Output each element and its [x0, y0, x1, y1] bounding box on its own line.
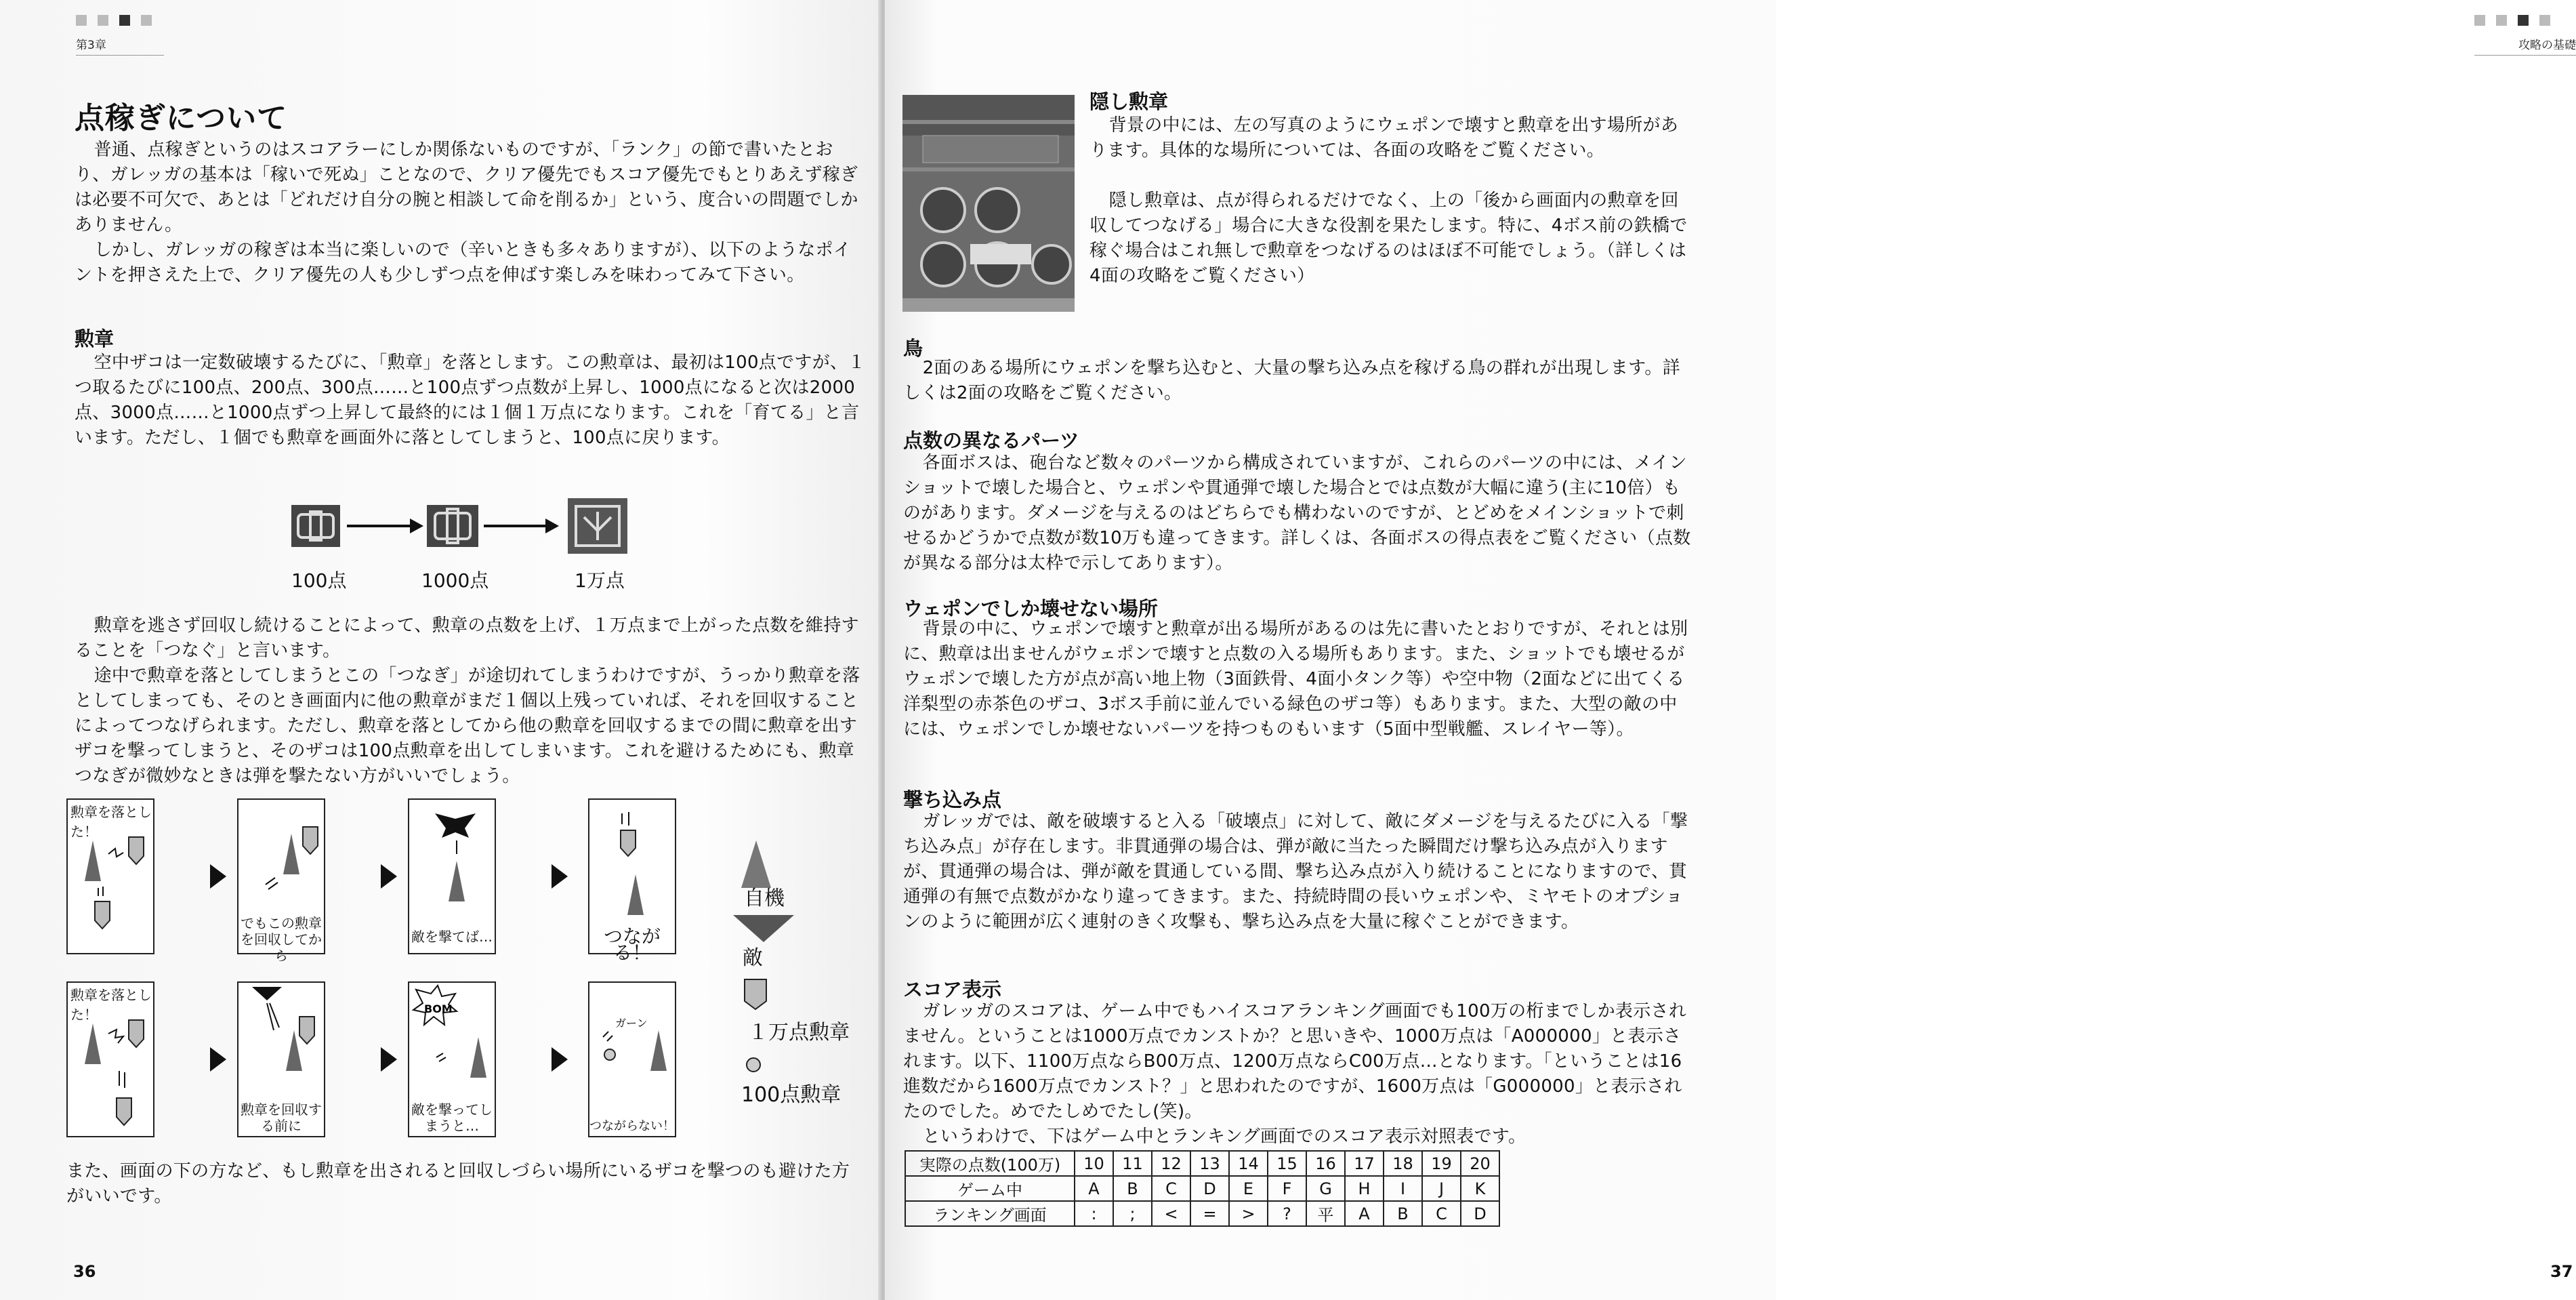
- table-cell: H: [1345, 1176, 1384, 1201]
- medal-100-icon: [291, 505, 340, 547]
- medal-paragraph: 空中ザコは一定数破壊するたびに、「勲章」を落とします。この勲章は、最初は100点ですが、１つ取るたびに100点、200点、300点……と100点ずつ点数が上昇し、1000点になると次は2000点、3000点……と1000点ずつ上昇して最終的には１個１万点になります。これを「育てる」と言います。ただし、１個でも勲章を画面外に落としてしまうと、100点に戻ります。: [75, 352, 866, 448]
- panel-row1-4: [588, 798, 676, 964]
- table-cell: G: [1306, 1176, 1345, 1201]
- panel-row2-1: [66, 981, 154, 1137]
- parts-text: [903, 451, 1692, 576]
- left-page: [0, 0, 881, 1300]
- panel-row2-3: [408, 981, 496, 1137]
- panel-caption: 勲章を回収する前に: [241, 1101, 322, 1134]
- table-col: 17: [1345, 1151, 1384, 1176]
- table-cell: 平: [1306, 1201, 1345, 1226]
- table-col: 13: [1190, 1151, 1229, 1176]
- panel-row1-1: [66, 798, 154, 954]
- table-cell: C: [1422, 1201, 1461, 1226]
- table-col: 19: [1422, 1151, 1461, 1176]
- medal-1000-icon: [427, 505, 478, 547]
- shoot-paragraph: ガレッガでは、敵を破壊すると入る「破壊点」に対して、敵にダメージを与えるたびに入る「撃ち込み点」が存在します。非貫通弾の場合は、弾が敵に当たった瞬間だけ撃ち込み点が入りますが、貫通弾の場合は、弾が敵を貫通している間、撃ち込み点が入り続けることになりますので、貫通弾の有無で点数がかなり違ってきます。また、持続時間の長いウェポンや、ミヤモトのオプションのように範囲が広く連射のきく攻撃も、撃ち込み点を大量に稼ぐことができます。: [903, 811, 1688, 932]
- table-cell: B: [1113, 1176, 1152, 1201]
- score-paragraph: ガレッガのスコアは、ゲーム中でもハイスコアランキング画面でも100万の桁までしか表示されません。ということは1000万点でカンストか？と思いきや、1000万点は「A000000」と表示されます。以下、1100万点ならB00万点、1200万点ならC00万点…となります。「ということは16進数だから1600万点でカンスト？」と思われたのですが、1600万点は「G000000」と表示されたのでした。めでたしめでたし(笑)。: [903, 1001, 1687, 1122]
- table-col: 16: [1306, 1151, 1345, 1176]
- legend-small-medal-icon: [744, 1055, 764, 1076]
- table-row: [905, 1176, 1499, 1201]
- table-cell: A: [1345, 1201, 1384, 1226]
- table-cell: A: [1075, 1176, 1113, 1201]
- medal-10000-icon: [568, 498, 627, 554]
- bird-heading: 鳥: [903, 337, 923, 360]
- table-col: 15: [1268, 1151, 1306, 1176]
- arrow-icon: [484, 519, 559, 533]
- table-col: 18: [1384, 1151, 1422, 1176]
- weapon-text: [903, 617, 1692, 742]
- step-arrow-icon: [552, 1047, 568, 1072]
- step-arrow-icon: [210, 1047, 226, 1072]
- table-cell: F: [1268, 1176, 1306, 1201]
- step-arrow-icon: [381, 864, 397, 889]
- table-col: 12: [1152, 1151, 1190, 1176]
- panel-caption: 勲章を落とした！: [70, 987, 152, 1023]
- bird-text: [903, 356, 1692, 406]
- medal-label-100: 100点: [291, 569, 347, 592]
- weapon-heading: ウェポンでしか壊せない場所: [903, 597, 1158, 620]
- section-label: 攻略の基礎: [2474, 35, 2576, 56]
- table-cell: I: [1384, 1176, 1422, 1201]
- table-col: 14: [1229, 1151, 1268, 1176]
- hidden-paragraph: 背景の中には、左の写真のようにウェポンで壊すと勲章を出す場所があります。具体的な場所については、各面の攻略をご覧ください。: [1089, 115, 1679, 161]
- panel-row1-2: [237, 798, 325, 964]
- parts-paragraph: 各面ボスは、砲台など数々のパーツから構成されていますが、これらのパーツの中には、メインショットで壊した場合と、ウェポンや貫通弾で壊した場合とでは点数が大幅に違う(主に10倍）ものがあります。ダメージを与えるのはどちらでも構わないのですが、とどめをメインショットで刺せるかどうかで点数が数10万も違ってきます。詳しくは、各面ボスの得点表をご覧ください（点数が異なる部分は太枠で示してあります）。: [903, 453, 1691, 573]
- hidden-medal-text: [1089, 113, 1692, 163]
- header-squares: [2474, 15, 2550, 26]
- table-row: [905, 1201, 1499, 1226]
- intro-text: [75, 138, 867, 288]
- page-number: 37: [2550, 1262, 2573, 1281]
- table-cell: C: [1152, 1176, 1190, 1201]
- panel-row1-3: [408, 798, 496, 954]
- table-cell: <: [1152, 1201, 1190, 1226]
- sfx-bom-text: BOM: [424, 1002, 453, 1015]
- table-col: 10: [1075, 1151, 1113, 1176]
- sfx-gaan-text: ガーン: [615, 1017, 648, 1030]
- table-cell: ;: [1113, 1201, 1152, 1226]
- score-paragraph: というわけで、下はゲーム中とランキング画面でのスコア表示対照表です。: [922, 1126, 1526, 1147]
- panel-caption: でもこの勲章を回収してから: [241, 915, 322, 964]
- hidden-medal-text-2: [1089, 188, 1692, 289]
- bird-paragraph: 2面のある場所にウェポンを撃ち込むと、大量の撃ち込み点を稼げる鳥の群れが出現します。詳しくは2面の攻略をご覧ください。: [903, 358, 1680, 403]
- legend-medal-label: １万点勲章: [748, 1021, 850, 1044]
- closing-text: また、画面の下の方など、もし勲章を出されると回収しづらい場所にいるザコを撃つのも避けた方がいいです。: [66, 1161, 850, 1206]
- panel-caption: 敵を撃ってしまうと…: [411, 1101, 493, 1134]
- weapon-paragraph: 背景の中に、ウェポンで壊すと勲章が出る場所があるのは先に書いたとおりですが、それとは別に、勲章は出ませんがウェポンで壊すと点数の入る場所もあります。また、ショットでも壊せるがウェポンで壊した方が点が高い地上物（3面鉄骨、4面小タンク等）や空中物（2面などに出てくる洋梨型の赤茶色のザコ、3ボス手前に並んでいる緑色のザコ等）もあります。また、大型の敵の中には、ウェポンでしか壊せないパーツを持つものもいます（5面中型戦艦、スレイヤー等）。: [903, 619, 1688, 739]
- page-title: 点稼ぎについて: [75, 101, 288, 136]
- step-arrow-icon: [381, 1047, 397, 1072]
- score-heading: スコア表示: [903, 978, 1002, 1001]
- medal-label-1000: 1000点: [421, 569, 489, 592]
- panel-caption: つながらない！: [589, 1119, 675, 1133]
- shoot-text: [903, 809, 1692, 935]
- page-number: 36: [73, 1262, 96, 1281]
- hidden-medal-heading: 隠し勲章: [1089, 90, 1169, 113]
- score-text: [903, 999, 1692, 1150]
- table-cell: E: [1229, 1176, 1268, 1201]
- game-screenshot-image: [902, 95, 1075, 312]
- table-cell: :: [1075, 1201, 1113, 1226]
- step-arrow-icon: [210, 864, 226, 889]
- intro-paragraph: しかし、ガレッガの稼ぎは本当に楽しいので（辛いときも多々ありますが）、以下のようなポイントを押さえた上で、クリア優先の人も少しずつ点を伸ばす楽しみを味わってみて下さい。: [75, 240, 852, 285]
- legend-player-label: 自機: [744, 887, 785, 910]
- connect-text: [75, 613, 867, 789]
- panel-caption: 敵を撃てば…: [411, 929, 493, 945]
- table-cell: K: [1461, 1176, 1499, 1201]
- panel-caption: つながる！: [603, 925, 661, 964]
- legend-enemy-label: 敵: [743, 946, 763, 970]
- medal-growth-figure: [291, 498, 657, 600]
- arrow-icon: [347, 519, 423, 533]
- table-cell: B: [1384, 1201, 1422, 1226]
- header-squares: [76, 15, 152, 26]
- connect-paragraph: 勲章を逃さず回収し続けることによって、勲章の点数を上げ、１万点まで上がった点数を維持することを「つなぐ」と言います。: [75, 615, 859, 661]
- connect-paragraph: 途中で勲章を落としてしまうとこの「つなぎ」が途切れてしまうわけですが、うっかり勲章を落としてしまっても、そのとき画面内に他の勲章がまだ１個以上残っていれば、それを回収することによってつなげられます。ただし、勲章を落としてから他の勲章を回収するまでの間に勲章を出すザコを撃ってしまうと、そのザコは100点勲章を出してしまいます。これを避けるためにも、勲章つなぎが微妙なときは弾を撃たない方がいいでしょう。: [75, 666, 860, 786]
- step-arrow-icon: [552, 864, 568, 889]
- medal-label-10000: 1万点: [575, 569, 625, 592]
- panel-row2-4: [588, 981, 676, 1137]
- table-row-label: ゲーム中: [905, 1176, 1075, 1201]
- legend-small-medal-label: 100点勲章: [741, 1083, 842, 1107]
- table-cell: =: [1190, 1201, 1229, 1226]
- parts-heading: 点数の異なるパーツ: [903, 429, 1079, 452]
- table-cell: >: [1229, 1201, 1268, 1226]
- shoot-heading: 撃ち込み点: [903, 788, 1002, 811]
- table-col: 11: [1113, 1151, 1152, 1176]
- legend-medal-icon: [743, 977, 770, 1011]
- score-table: [905, 1150, 1500, 1227]
- chapter-label: 第3章: [76, 35, 164, 56]
- intro-paragraph: 普通、点稼ぎというのはスコアラーにしか関係ないものですが、「ランク」の節で書いたとおり、ガレッガの基本は「稼いで死ぬ」ことなので、クリア優先でもスコア優先でもとりあえず稼ぎは必要不可欠で、あとは「どれだけ自分の腕と相談して命を削るか」という、度合いの問題でしかありません。: [75, 140, 858, 235]
- medal-text: [75, 350, 867, 451]
- panel-row2-2: [237, 981, 325, 1137]
- panel-caption: 勲章を落とした！: [70, 804, 152, 840]
- table-row-label: ランキング画面: [905, 1201, 1075, 1226]
- table-header-row: [905, 1151, 1499, 1176]
- hidden-paragraph: 隠し勲章は、点が得られるだけでなく、上の「後から画面内の勲章を回収してつなげる」場合に大きな役割を果たします。特に、4ボス前の鉄橋で稼ぐ場合はこれ無しで勲章をつなげるのはほぼ不可能でしょう。（詳しくは4面の攻略をご覧ください）: [1089, 190, 1688, 286]
- table-cell: ?: [1268, 1201, 1306, 1226]
- table-header-cell: 実際の点数(100万): [905, 1151, 1075, 1176]
- medal-heading: 勲章: [75, 327, 115, 350]
- table-cell: D: [1190, 1176, 1229, 1201]
- table-col: 20: [1461, 1151, 1499, 1176]
- table-cell: J: [1422, 1176, 1461, 1201]
- table-cell: D: [1461, 1201, 1499, 1226]
